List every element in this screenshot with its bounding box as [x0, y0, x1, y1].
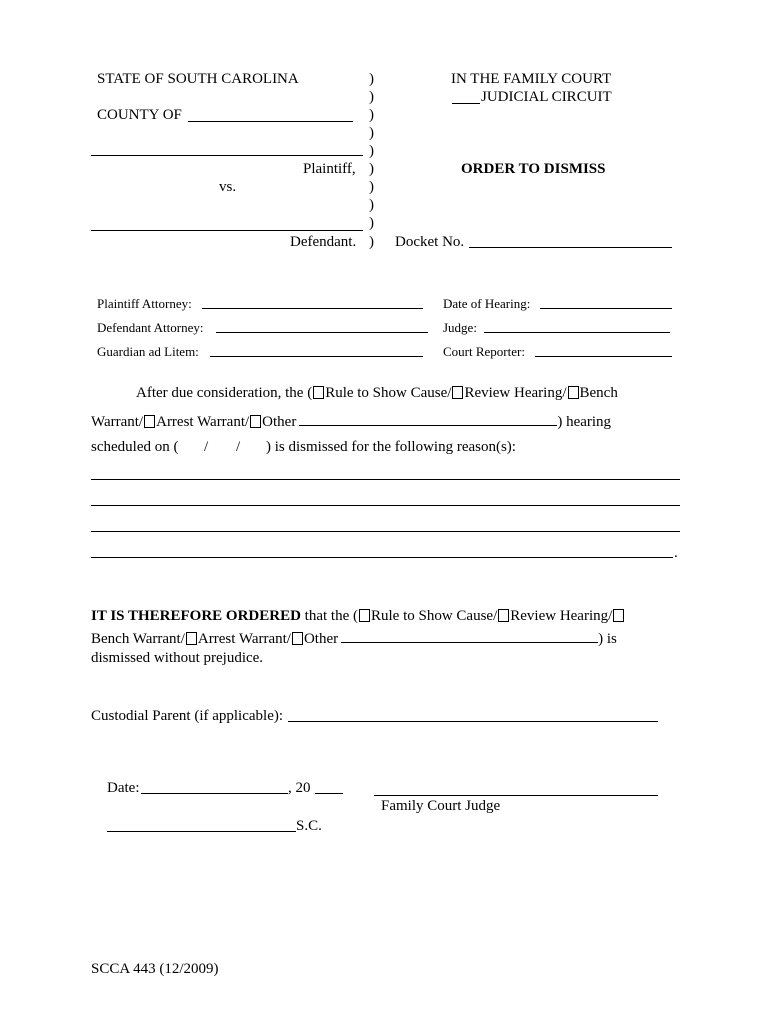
order-line-1 [91, 609, 625, 624]
defendant-attorney-field[interactable] [216, 332, 428, 333]
caption-paren: ) [369, 125, 374, 141]
judge-label: Judge: [443, 320, 477, 335]
court-heading: IN THE FAMILY COURT [451, 71, 612, 87]
form-number: SCCA 443 (12/2009) [91, 961, 219, 977]
order-bench-warrant-checkbox[interactable] [613, 609, 624, 622]
date-slash: / [236, 439, 241, 455]
caption-paren: ) [369, 107, 374, 123]
custodial-parent-field[interactable] [288, 721, 658, 722]
checkbox-label: Arrest Warrant/ [156, 414, 250, 430]
custodial-parent-label: Custodial Parent (if applicable): [91, 708, 284, 724]
paragraph-text: ) is [598, 631, 617, 647]
reason-line[interactable] [91, 479, 680, 480]
reason-period: . [674, 545, 678, 561]
defendant-attorney-label: Defendant Attorney: [97, 320, 204, 335]
judge-field[interactable] [484, 332, 670, 333]
other-reason-field[interactable] [299, 413, 557, 426]
checkbox-label: Rule to Show Cause/ [371, 608, 498, 624]
other-checkbox[interactable] [250, 415, 261, 428]
reason-line[interactable] [91, 557, 673, 558]
scheduled-on-label: scheduled on ( [91, 439, 179, 455]
circuit-heading: JUDICIAL CIRCUIT [481, 89, 612, 105]
checkbox-label: Rule to Show Cause/ [325, 385, 452, 401]
caption-paren: ) [369, 215, 374, 231]
reason-line[interactable] [91, 531, 680, 532]
sc-suffix: S.C. [296, 818, 322, 834]
checkbox-label: Other [262, 414, 297, 430]
caption-paren: ) [369, 197, 374, 213]
order-line-2 [91, 630, 617, 647]
caption-paren: ) [369, 89, 374, 105]
state-heading: STATE OF SOUTH CAROLINA [97, 71, 299, 87]
checkbox-label: Review Hearing/ [464, 385, 567, 401]
defendant-label: Defendant. [290, 234, 357, 250]
city-field[interactable] [107, 831, 296, 832]
order-rule-to-show-cause-checkbox[interactable] [359, 609, 370, 622]
review-hearing-checkbox[interactable] [452, 386, 463, 399]
county-field[interactable] [188, 121, 353, 122]
ordered-heading: IT IS THEREFORE ORDERED [91, 608, 301, 624]
checkbox-label: Arrest Warrant/ [197, 631, 291, 647]
plaintiff-label: Plaintiff, [303, 161, 356, 177]
caption-paren: ) [369, 161, 374, 177]
date-of-hearing-field[interactable] [540, 308, 672, 309]
plaintiff-name-field[interactable] [91, 155, 363, 156]
order-arrest-warrant-checkbox[interactable] [186, 632, 197, 645]
paragraph-line-1 [136, 386, 618, 401]
dismissed-reasons-text: ) is dismissed for the following reason(s): [266, 439, 516, 455]
year-prefix: , 20 [288, 780, 311, 796]
vs-label: vs. [219, 179, 237, 195]
date-label: Date: [107, 780, 140, 796]
document-title: ORDER TO DISMISS [461, 161, 606, 177]
guardian-label: Guardian ad Litem: [97, 344, 199, 359]
guardian-field[interactable] [210, 356, 423, 357]
date-slash: / [204, 439, 209, 455]
plaintiff-attorney-label: Plaintiff Attorney: [97, 296, 192, 311]
judge-signature-field[interactable] [374, 795, 658, 796]
plaintiff-attorney-field[interactable] [202, 308, 423, 309]
circuit-number-field[interactable] [452, 103, 480, 104]
docket-label: Docket No. [395, 234, 465, 250]
docket-number-field[interactable] [469, 247, 672, 248]
checkbox-label: Review Hearing/ [510, 608, 613, 624]
reason-line[interactable] [91, 505, 680, 506]
caption-paren: ) [369, 179, 374, 195]
dismissed-without-prejudice: dismissed without prejudice. [91, 650, 264, 666]
court-reporter-label: Court Reporter: [443, 344, 525, 359]
paragraph-line-2 [91, 413, 611, 430]
checkbox-label: Bench [579, 385, 618, 401]
caption-paren: ) [369, 234, 374, 250]
paragraph-text: ) hearing [557, 414, 612, 430]
judge-signature-label: Family Court Judge [381, 798, 501, 814]
caption-paren: ) [369, 71, 374, 87]
bench-warrant-checkbox[interactable] [568, 386, 579, 399]
checkbox-label: Bench Warrant/ [91, 631, 185, 647]
defendant-name-field[interactable] [91, 230, 363, 231]
checkbox-label: Other [303, 631, 339, 647]
order-other-checkbox[interactable] [292, 632, 303, 645]
county-label: COUNTY OF [97, 107, 182, 123]
paragraph-text: that the ( [304, 608, 358, 624]
order-other-reason-field[interactable] [341, 630, 598, 643]
year-field[interactable] [315, 793, 343, 794]
checkbox-label: Warrant/ [91, 414, 144, 430]
order-review-hearing-checkbox[interactable] [498, 609, 509, 622]
caption-paren: ) [369, 143, 374, 159]
rule-to-show-cause-checkbox[interactable] [313, 386, 324, 399]
court-reporter-field[interactable] [535, 356, 672, 357]
paragraph-text: After due consideration, the ( [136, 385, 313, 401]
date-of-hearing-label: Date of Hearing: [443, 296, 531, 311]
arrest-warrant-checkbox[interactable] [144, 415, 155, 428]
date-field[interactable] [141, 793, 288, 794]
